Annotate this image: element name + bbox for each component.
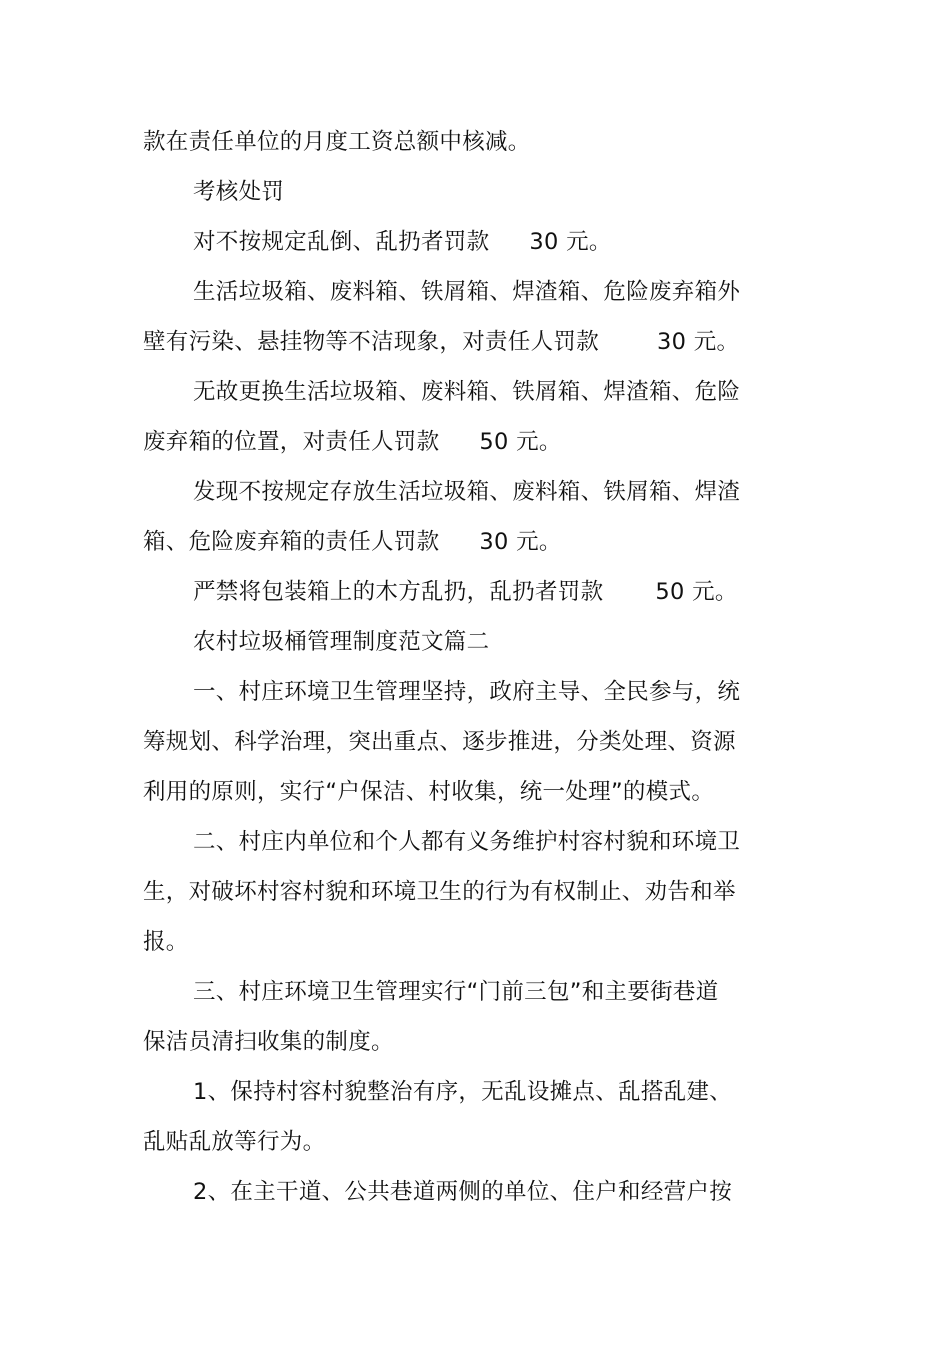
line-text: 2、在主干道、公共巷道两侧的单位、住户和经营户按 [193, 1179, 733, 1205]
line-text: 无故更换生活垃圾箱、废料箱、铁屑箱、焊渣箱、危险 [193, 379, 741, 405]
text-line [193, 222, 612, 262]
text-line [143, 422, 562, 462]
text-line [193, 1072, 732, 1112]
line-text: 报。 [143, 929, 189, 955]
fine-amount: 50 元。 [479, 429, 562, 455]
line-text: 生活垃圾箱、废料箱、铁屑箱、焊渣箱、危险废弃箱外 [193, 279, 741, 305]
text-line [143, 1122, 325, 1162]
section-heading [193, 622, 489, 662]
line-text: 利用的原则，实行“户保洁、村收集，统一处理”的模式。 [143, 779, 715, 805]
text-line [143, 722, 736, 762]
text-line [193, 822, 740, 862]
section-heading [193, 172, 284, 212]
line-text: 考核处罚 [193, 179, 285, 205]
fine-amount: 30 元。 [479, 529, 562, 555]
text-line [143, 872, 736, 912]
line-text: 发现不按规定存放生活垃圾箱、废料箱、铁屑箱、焊渣 [193, 479, 741, 505]
text-line [193, 372, 740, 412]
text-line [143, 772, 714, 812]
fine-amount: 30 元。 [529, 229, 612, 255]
text-line [143, 122, 531, 162]
line-text: 乱贴乱放等行为。 [143, 1129, 326, 1155]
line-text: 一、村庄环境卫生管理坚持，政府主导、全民参与，统 [193, 679, 741, 705]
line-text: 筹规划、科学治理，突出重点、逐步推进，分类处理、资源 [143, 729, 736, 755]
line-text: 三、村庄环境卫生管理实行“门前三包”和主要街巷道 [193, 979, 719, 1005]
text-line [193, 1172, 732, 1212]
line-text: 箱、危险废弃箱的责任人罚款 [143, 529, 440, 555]
line-text: 二、村庄内单位和个人都有义务维护村容村貌和环境卫 [193, 829, 741, 855]
line-text: 生，对破坏村容村貌和环境卫生的行为有权制止、劝告和举 [143, 879, 736, 905]
text-line [193, 472, 740, 512]
fine-amount: 30 元。 [657, 329, 740, 355]
text-line [193, 672, 740, 712]
text-line [143, 522, 562, 562]
line-text: 对不按规定乱倒、乱扔者罚款 [193, 229, 490, 255]
line-text: 废弃箱的位置，对责任人罚款 [143, 429, 440, 455]
text-line [193, 272, 740, 312]
line-text: 保洁员清扫收集的制度。 [143, 1029, 394, 1055]
line-text: 壁有污染、悬挂物等不洁现象，对责任人罚款 [143, 329, 600, 355]
text-line [143, 922, 189, 962]
line-text: 款在责任单位的月度工资总额中核减。 [143, 129, 531, 155]
line-text: 严禁将包装箱上的木方乱扔，乱扔者罚款 [193, 579, 604, 605]
text-line [143, 1022, 394, 1062]
fine-amount: 50 元。 [655, 579, 738, 605]
line-text: 1、保持村容村貌整治有序，无乱设摊点、乱搭乱建、 [193, 1079, 733, 1105]
text-line [143, 322, 739, 362]
line-text: 农村垃圾桶管理制度范文篇二 [193, 629, 490, 655]
text-line [193, 572, 738, 612]
text-line [193, 972, 719, 1012]
